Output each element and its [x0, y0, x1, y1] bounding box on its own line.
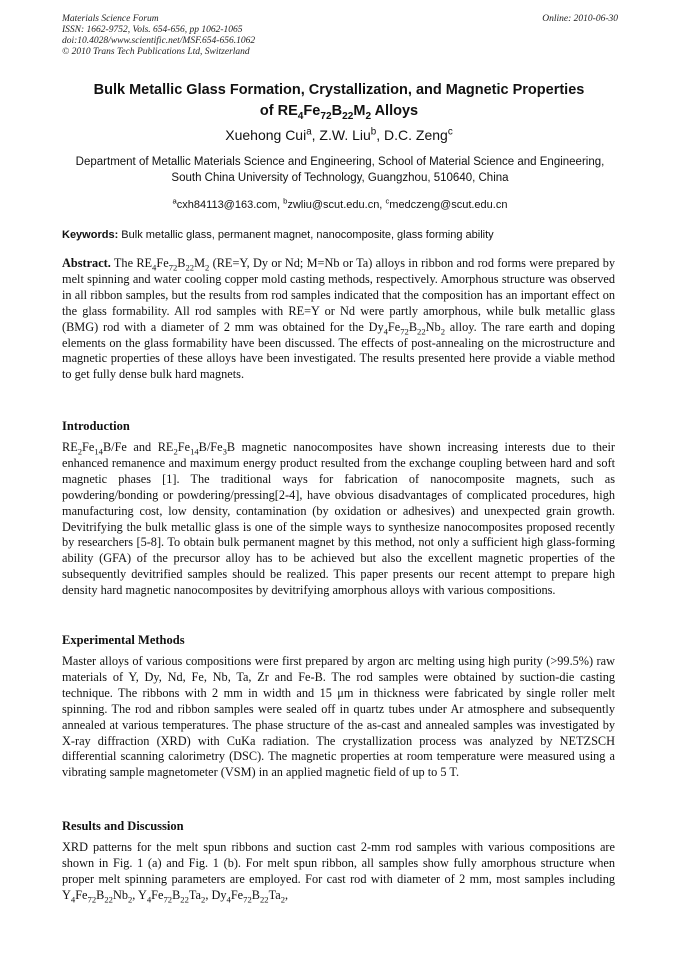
email-address[interactable]: medczeng@scut.edu.cn	[389, 199, 508, 211]
email-address[interactable]: cxh84113@163.com,	[176, 199, 284, 211]
keywords	[62, 229, 618, 241]
journal-header	[62, 14, 618, 58]
paper-title	[40, 80, 638, 122]
title-b: B	[331, 103, 343, 119]
formula-sub: 72	[243, 894, 252, 905]
email-address[interactable]: zwliu@scut.edu.cn,	[287, 199, 386, 211]
intro-text: RE	[62, 440, 78, 454]
abstract-text: Fe	[387, 319, 401, 334]
intro-text: B/Fe	[198, 440, 223, 454]
email-mark: a	[172, 196, 177, 206]
affiliation: Department of Metallic Materials Science and Engineering, School of Material Science and Engineering, South China University of Technology, Guangzhou, 510640, China	[75, 156, 605, 184]
introduction-paragraph	[62, 440, 615, 599]
formula-sub: 2	[127, 894, 133, 905]
title-fe: Fe	[303, 103, 321, 119]
author-name: , Z.W. Liu	[311, 127, 371, 143]
journal-name: Materials Science Forum	[62, 14, 159, 24]
abstract-text: Nb	[425, 319, 441, 334]
abstract-label: Abstract.	[62, 256, 111, 270]
results-text: Ta	[268, 887, 281, 902]
formula-sub: 14	[190, 446, 199, 457]
formula-sub: 72	[400, 326, 409, 337]
title-sub: 2	[365, 110, 372, 122]
formula-sub: 4	[152, 262, 157, 273]
results-text: Nb	[112, 887, 128, 902]
formula-sub: 4	[226, 894, 231, 905]
title-sub: 4	[297, 110, 304, 122]
results-text: XRD patterns for the melt spun ribbons and suction cast 2-mm rod samples with various compositions are shown in Fig. 1 (a) and Fig. 1 (b). For melt spun ribbon, all samples show fully amorphous structure when proper melt spinning parameters are employed. For cast rod with diameter of 2 mm, most samples including Y	[62, 840, 615, 902]
online-date: Online: 2010-06-30	[542, 14, 618, 24]
email-mark: c	[385, 196, 390, 206]
methods-paragraph: Master alloys of various compositions were first prepared by argon arc melting using high purity (>99.5%) raw materials of Y, Dy, Nd, Fe, Nb, Ta, Zr and Fe-B. The rod samples were obtained by suction-die casting technique. The ribbons with 2 mm in width and 15 μm in thickness were fabricated by single roller melt spinning. The rod and ribbon samples were sealed off in quartz tubes under Ar atmosphere and subsequently annealed at various temperatures. The phase structure of the as-cast and annealed samples was investigated by X-ray diffraction (XRD) with CuKa radiation. The crystallization process was analyzed by NETZSCH differential scanning calorimetry (DSC). The magnetic properties at room temperature were measured using a vibrating sample magnetometer (VSM) in an applied magnetic field of up to 5 T.	[62, 654, 615, 780]
formula-sub: 72	[87, 894, 97, 905]
title-of: of RE	[259, 103, 298, 119]
formula-sub: 4	[146, 894, 152, 905]
author-mark: a	[306, 126, 312, 138]
results-text: B	[172, 887, 181, 902]
formula-sub: 2	[440, 326, 445, 337]
email-list	[62, 196, 618, 211]
formula-sub: 4	[70, 894, 76, 905]
abstract-text: M	[194, 256, 206, 270]
intro-text: Fe	[177, 440, 191, 454]
formula-sub: 22	[417, 326, 426, 337]
abstract-text: The RE	[110, 256, 153, 270]
abstract-text: alloy. The rare earth and doping elements on the glass formability have been discussed. The effects of post-annealing on the microstructure and magnetic properties of these alloys have been investigated. The results presented here provide a viable method to get fully dense bulk hard magnets.	[62, 319, 615, 382]
results-text: B	[96, 887, 105, 902]
author-mark: c	[447, 126, 453, 138]
author-mark: b	[370, 126, 377, 138]
keywords-text: Bulk metallic glass, permanent magnet, nanocomposite, glass forming ability	[118, 229, 494, 241]
author-list	[40, 127, 638, 143]
title-line-2	[40, 101, 638, 122]
journal-copyright: © 2010 Trans Tech Publications Ltd, Switzerland	[62, 47, 250, 57]
results-text: B	[251, 887, 260, 902]
formula-sub: 14	[94, 446, 103, 457]
formula-sub: 2	[280, 894, 286, 905]
title-sub: 72	[320, 110, 332, 122]
title-alloys: Alloys	[371, 103, 419, 119]
formula-sub: 72	[168, 262, 178, 273]
results-text: ,	[285, 887, 289, 902]
formula-sub: 3	[222, 446, 227, 457]
abstract	[62, 256, 615, 383]
results-text: Ta	[188, 887, 202, 902]
title-line-1: Bulk Metallic Glass Formation, Crystallization, and Magnetic Properties	[93, 82, 585, 98]
formula-sub: 22	[180, 894, 189, 905]
results-paragraph	[62, 840, 615, 904]
section-heading-results: Results and Discussion	[62, 819, 184, 833]
formula-sub: 72	[163, 894, 173, 905]
section-heading-methods: Experimental Methods	[62, 633, 185, 647]
abstract-text: Fe	[156, 256, 169, 270]
results-text: Fe	[75, 887, 88, 902]
results-text: Fe	[151, 887, 164, 902]
section-heading-introduction: Introduction	[62, 419, 130, 433]
formula-sub: 22	[259, 894, 269, 905]
intro-text: Fe	[82, 440, 95, 454]
journal-issn: ISSN: 1662-9752, Vols. 654-656, pp 1062-1065	[62, 25, 243, 35]
formula-sub: 22	[185, 262, 195, 273]
abstract-text: B	[408, 319, 418, 334]
formula-sub: 22	[104, 894, 113, 905]
formula-sub: 2	[205, 262, 210, 273]
formula-sub: 2	[77, 446, 83, 457]
abstract-text: (RE=Y, Dy or Nd; M=Nb or Ta) alloys in ribbon and rod forms were prepared by melt spinning and water cooling copper mold casting methods, respectively. Amorphous structure was observed in all ribbon samples, but the results from rod samples indicated that the composition has an important effect on the glass formability. All rod samples with RE=Y or Nd were partly amorphous, while bulk metallic glass (BMG) rod with a diameter of 2 mm was obtained for the Dy	[62, 256, 616, 334]
results-text: , Y	[132, 887, 147, 902]
formula-sub: 4	[383, 326, 388, 337]
title-sub: 22	[342, 110, 354, 122]
intro-text: B/Fe and RE	[102, 440, 174, 454]
author-name: , D.C. Zeng	[376, 127, 448, 143]
abstract-text: B	[177, 256, 186, 270]
formula-sub: 2	[201, 894, 206, 905]
title-m: M	[353, 103, 366, 119]
results-text: Fe	[230, 887, 244, 902]
journal-doi: doi:10.4028/www.scientific.net/MSF.654-656.1062	[62, 36, 256, 46]
intro-text: B magnetic nanocomposites have shown increasing interests due to their enhanced remanence and maximum energy product resulted from the exchange coupling between hard and soft magnetic phases [1]. The traditional ways for fabrication of nanocomposite magnets, such as powdering/bonding or powdering/pressing[2-4], have obvious disadvantages of complicated procedures, high manufacturing cost, low density, contamination (by oxidation or adhesives) and unexpected grain growth. Devitrifying the bulk metallic glass is one of the simple ways to synthesize nanocomposites proposed recently by researchers [5-8]. To obtain bulk permanent magnet by this method, not only a sufficient high glass-forming ability (GFA) of the precursor alloy has to be achieved but also the excellent magnetic properties of the subsequently devitrified samples should be realized. This paper presents our recent attempt to prepare high density hard magnetic nanocomposites by devitrifying amorphous alloys with various compositions.	[62, 440, 615, 598]
keywords-label: Keywords:	[62, 229, 119, 241]
formula-sub: 2	[173, 446, 178, 457]
results-text: , Dy	[205, 887, 227, 902]
author-name: Xuehong Cui	[225, 127, 307, 143]
email-mark: b	[283, 196, 288, 206]
